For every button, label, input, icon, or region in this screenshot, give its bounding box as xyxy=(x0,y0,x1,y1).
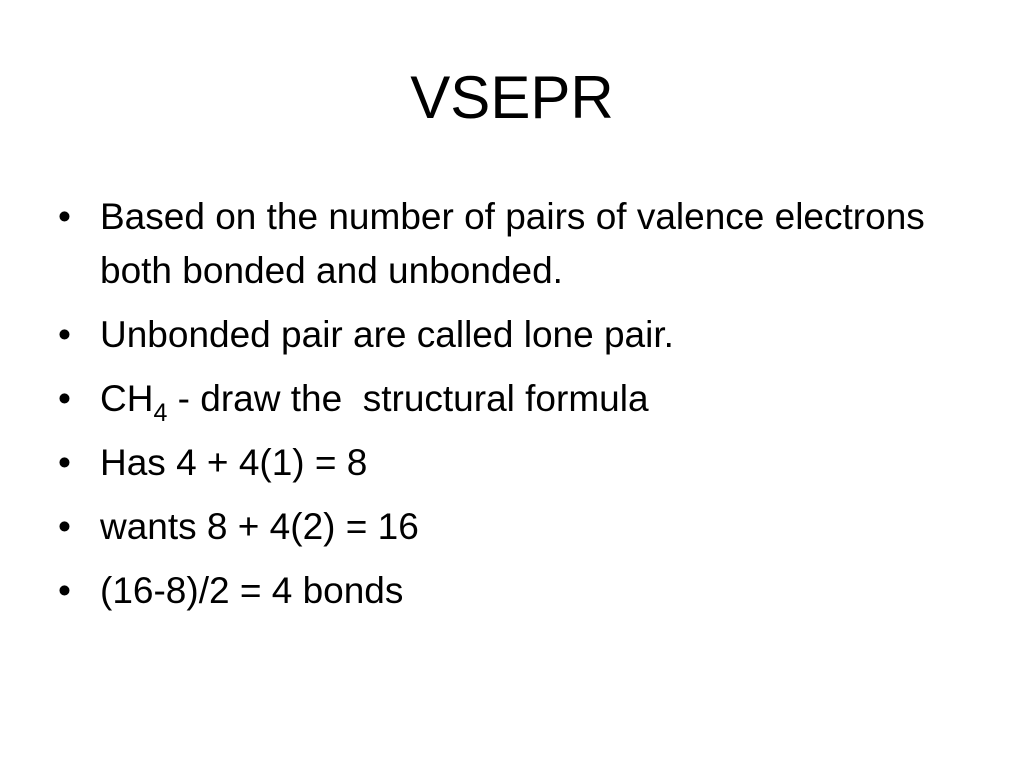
bullet-marker: • xyxy=(58,314,71,355)
bullet-marker: • xyxy=(58,506,71,547)
bullet-item xyxy=(58,308,958,362)
bullet-marker: • xyxy=(58,378,71,419)
bullet-text: wants 8 + 4(2) = 16 xyxy=(100,506,419,547)
bullet-list xyxy=(58,190,958,628)
slide-title: VSEPR xyxy=(410,64,614,131)
bullet-text: (16-8)/2 = 4 bonds xyxy=(100,570,404,611)
chemical-formula-subscript: 4 xyxy=(153,399,168,427)
bullet-item xyxy=(58,436,958,490)
chemical-formula-prefix: CH xyxy=(100,378,154,419)
bullet-item xyxy=(58,500,958,554)
bullet-text: Has 4 + 4(1) = 8 xyxy=(100,442,368,483)
bullet-marker: • xyxy=(58,570,71,611)
bullet-item xyxy=(58,372,958,426)
bullet-item xyxy=(58,564,958,618)
bullet-text: Based on the number of pairs of valence electrons both bonded and unbonded. xyxy=(100,196,925,291)
bullet-item xyxy=(58,190,958,298)
bullet-text: - draw the structural formula xyxy=(167,378,649,419)
bullet-marker: • xyxy=(58,442,71,483)
bullet-marker: • xyxy=(58,196,71,237)
bullet-text: Unbonded pair are called lone pair. xyxy=(100,314,674,355)
